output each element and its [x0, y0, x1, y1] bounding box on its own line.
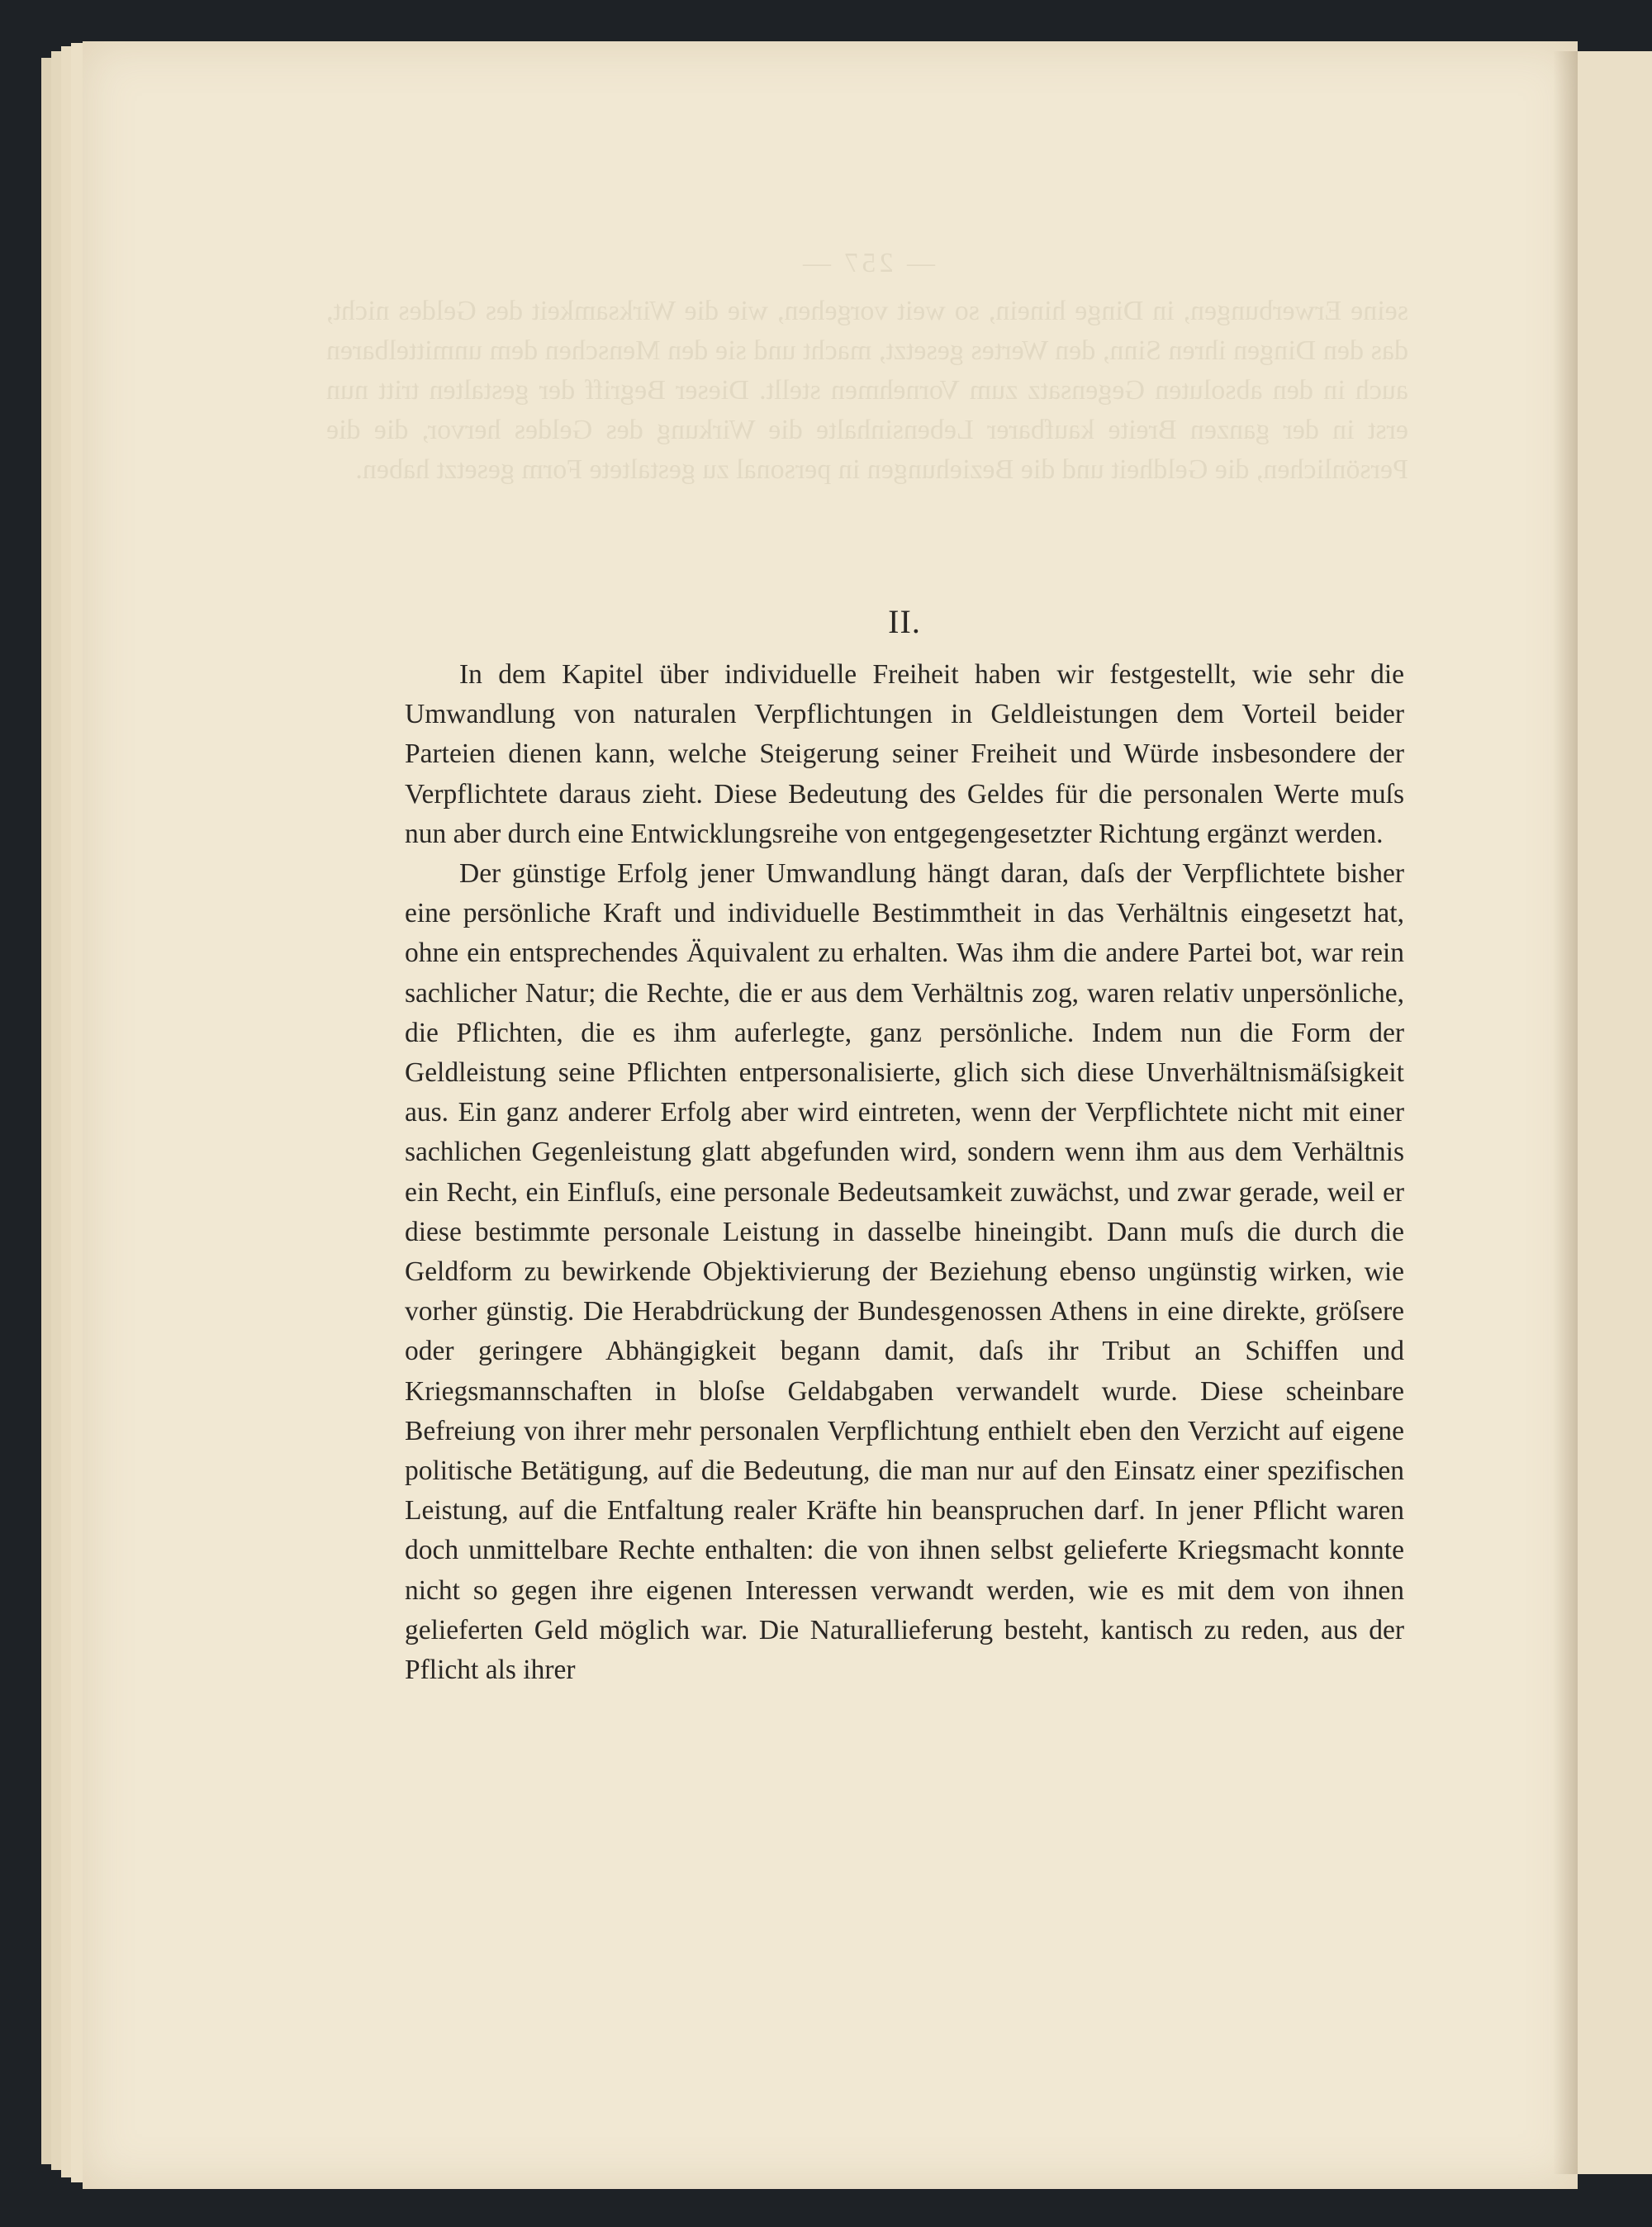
bleed-through-body: seine Erwerbungen, in Dinge hinein, so weit vorgehen, wie die Wirksamkeit des Geldes nicht, das den Dingen ihren Sinn, den Wertes gesetzt, macht und sie den Menschen dem unmittelbaren auch in den absoluten Gegensatz zum Vornehmen stellt. Dieser Begriff der gestalten tritt nun erst in der ganzen Breite kaufbarer Lebensinhalte die Wirkung des Geldes hervor, die die Persönlichen, die Geldheit und die Beziehungen in personal zu gestaltete Form gesetzt haben. — [326, 296, 1408, 485]
page-body — [405, 599, 1404, 1690]
bleed-through-text — [326, 244, 1408, 490]
paragraph: In dem Kapitel über individuelle Freiheit haben wir festgestellt, wie sehr die Umwandlung von naturalen Verpflichtungen in Geldleistungen dem Vorteil beider Parteien dienen kann, welche Steigerung seiner Freiheit und Würde insbesondere der Verpflichtete daraus zieht. Diese Bedeutung des Geldes für die personalen Werte muſs nun aber durch eine Entwicklungsreihe von entgegengesetzter Richtung ergänzt werden. — [405, 659, 1404, 849]
paragraph: Der günstige Erfolg jener Umwandlung hängt daran, daſs der Verpflichtete bisher eine persönliche Kraft und individuelle Bestimmtheit in das Verhältnis eingesetzt hat, ohne ein entsprechendes Äquivalent zu erhalten. Was ihm die andere Partei bot, war rein sachlicher Natur; die Rechte, die er aus dem Verhältnis zog, waren relativ unpersönliche, die Pflichten, die es ihm auferlegte, ganz persönliche. Indem nun die Form der Geldleistung seine Pflichten entpersonalisierte, glich sich diese Unverhältnismäſsigkeit aus. Ein ganz anderer Erfolg aber wird eintreten, wenn der Verpflichtete nicht mit einer sachlichen Gegenleistung glatt abgefunden wird, sondern wenn ihm aus dem Verhältnis ein Recht, ein Einfluſs, eine personale Bedeutsamkeit zuwächst, und zwar gerade, weil er diese bestimmte personale Leistung in dasselbe hineingibt. Dann muſs die durch die Geldform zu bewirkende Objektivierung der Beziehung ebenso ungünstig wirken, wie vorher günstig. Die Herabdrückung der Bundesgenossen Athens in eine direkte, gröſsere oder geringere Abhängigkeit begann damit, daſs ihr Tribut an Schiffen und Kriegsmannschaften in bloſse Geldabgaben verwandelt wurde. Diese scheinbare Befreiung von ihrer mehr personalen Verpflichtung enthielt eben den Verzicht auf eigene politische Betätigung, auf die Bedeutung, die man nur auf den Einsatz einer spezifischen Leistung, auf die Entfaltung realer Kräfte hin beanspruchen darf. In jener Pflicht waren doch unmittelbare Rechte enthalten: die von ihnen selbst gelieferte Kriegsmacht konnte nicht so gegen ihre eigenen Interessen verwandt werden, wie es mit dem von ihnen gelieferten Geld möglich war. Die Naturallieferung besteht, kantisch zu reden, aus der Pflicht als ihrer — [405, 858, 1404, 1686]
bleed-through-page-number: — 257 — — [800, 248, 935, 278]
section-heading: II. — [888, 603, 921, 640]
gutter-shadow — [1553, 51, 1578, 2174]
adjacent-page-edge — [1574, 51, 1652, 2174]
